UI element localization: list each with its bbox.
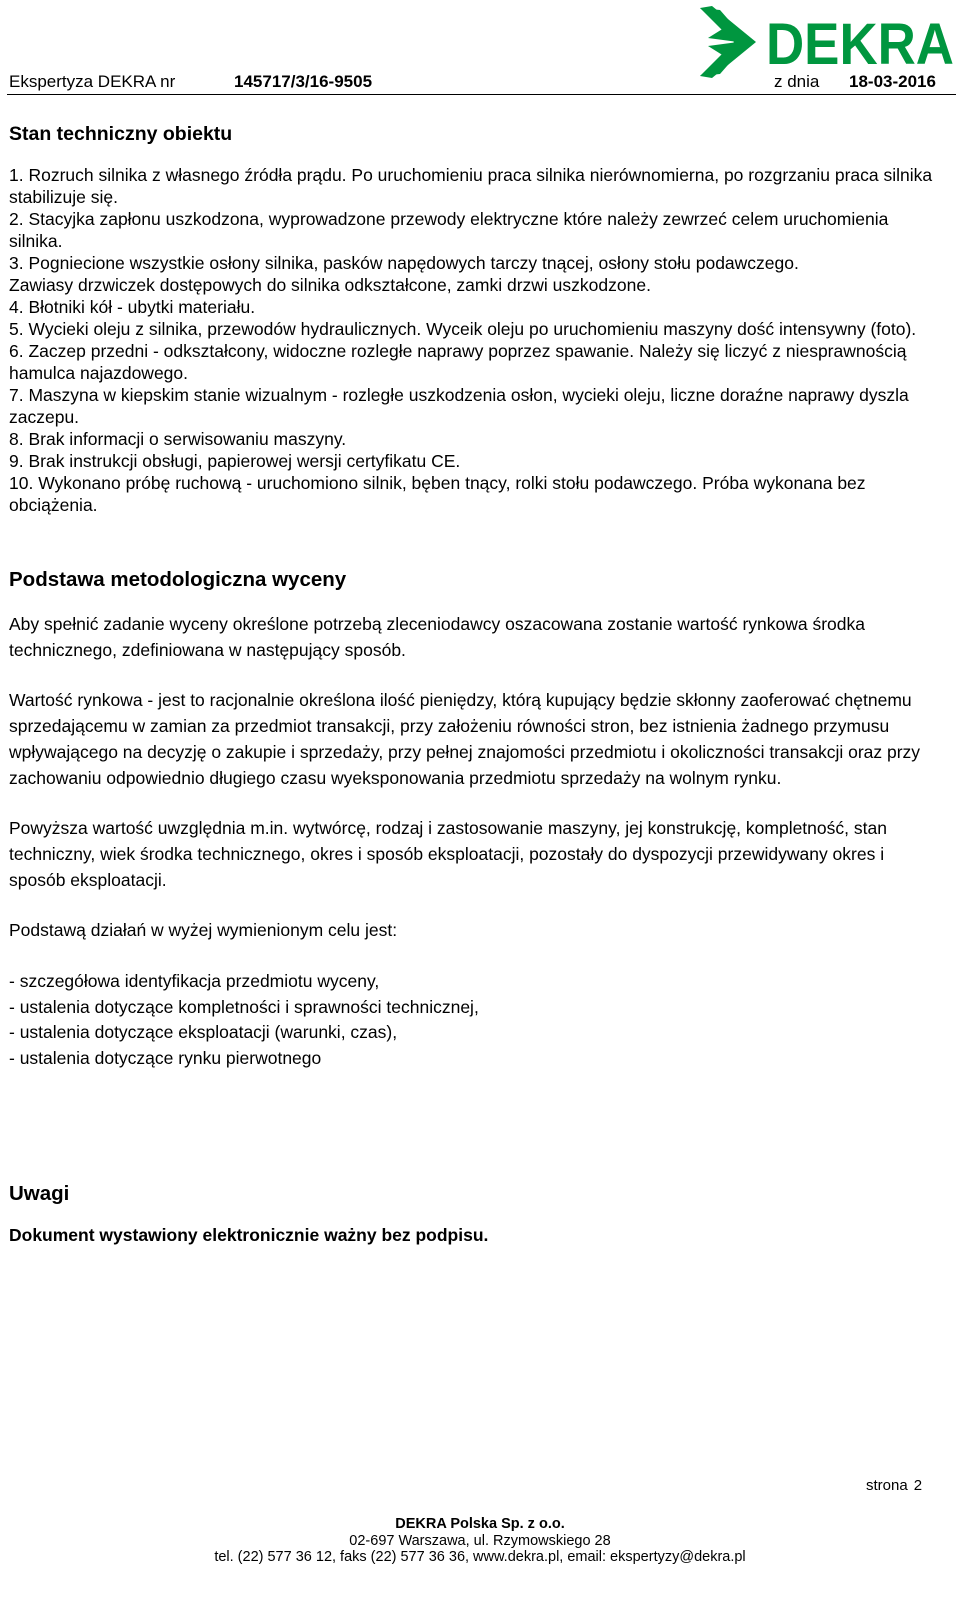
technical-condition-title: Stan techniczny obiektu bbox=[9, 123, 233, 145]
page-number-value: 2 bbox=[913, 1477, 923, 1494]
market-value-definition: Wartość rynkowa - jest to racjonalnie określona ilość pieniędzy, którą kupujący będzie skłonny zaoferować chętnemu sprzedającemu w zamian za przedmiot transakcji, przy założeniu równości stron, bez istnienia żadnego przymusu wpływającego na decyzję o zakupie i sprzedaży, przy pełnej znajomości przedmiotu i okoliczności transakcji oraz przy zachowaniu odpowiednio długiego czasu wyeksponowania przedmiotu sprzedaży na wolnym rynku. bbox=[9, 690, 921, 788]
company-name: DEKRA Polska Sp. z o.o. bbox=[395, 1516, 565, 1532]
list-item: 7. Maszyna w kiepskim stanie wizualnym - rozległe uszkodzenia osłon, wycieki oleju, liczne doraźne naprawy dyszla zaczepu. bbox=[9, 385, 909, 427]
dekra-logo-text: DEKRA bbox=[766, 12, 954, 77]
methodology-title: Podstawa metodologiczna wyceny bbox=[9, 568, 347, 591]
list-item: 6. Zaczep przedni - odkształcony, widoczne rozległe naprawy poprzez spawanie. Należy się liczyć z niesprawnością hamulca najazdowego. bbox=[9, 341, 907, 383]
remarks-title: Uwagi bbox=[9, 1181, 70, 1205]
list-item: 4. Błotniki kół - ubytki materiału. bbox=[9, 297, 256, 317]
document-header bbox=[7, 72, 956, 94]
methodology-paragraph: Podstawą działań w wyżej wymienionym celu jest: bbox=[9, 920, 398, 941]
dekra-logo bbox=[698, 6, 956, 78]
list-item: Zawiasy drzwiczek dostępowych do silnika odkształcone, zamki drzwi uszkodzone. bbox=[9, 275, 651, 295]
company-footer bbox=[0, 1516, 960, 1566]
methodology-paragraph: Aby spełnić zadanie wyceny określone potrzebą zleceniodawcy oszacowana zostanie wartość rynkowa środka technicznego, zdefiniowana w następujący sposób. bbox=[9, 614, 866, 660]
list-item: 10. Wykonano próbę ruchową - uruchomiono silnik, bęben tnący, rolki stołu podawczego. Próba wykonana bez obciążenia. bbox=[9, 473, 866, 515]
list-item: 2. Stacyjka zapłonu uszkodzona, wyprowadzone przewody elektryczne które należy zewrzeć celem uruchomienia silnika. bbox=[9, 209, 889, 251]
methodology-paragraph: Powyższa wartość uwzględnia m.in. wytwórcę, rodzaj i zastosowanie maszyny, jej konstrukcję, kompletność, stan techniczny, wiek środka technicznego, okres i sposób eksploatacji, pozostały do dyspozycji przewidywany okres i sposób eksploatacji. bbox=[9, 818, 887, 890]
list-item: - ustalenia dotyczące kompletności i sprawności technicznej, bbox=[9, 996, 479, 1017]
expertise-number: 145717/3/16-9505 bbox=[234, 72, 373, 91]
header-divider bbox=[7, 94, 956, 95]
list-item: 9. Brak instrukcji obsługi, papierowej wersji certyfikatu CE. bbox=[9, 451, 461, 471]
company-contact: tel. (22) 577 36 12, faks (22) 577 36 36, www.dekra.pl, email: ekspertyzy@dekra.pl bbox=[214, 1549, 746, 1565]
list-item: - szczegółowa identyfikacja przedmiotu wyceny, bbox=[9, 971, 380, 992]
list-item: 1. Rozruch silnika z własnego źródła prądu. Po uruchomieniu praca silnika nierównomierna, po rozgrzaniu praca silnika stabilizuje się. bbox=[9, 165, 933, 207]
list-item: - ustalenia dotyczące eksploatacji (warunki, czas), bbox=[9, 1022, 398, 1043]
list-item: 8. Brak informacji o serwisowaniu maszyny. bbox=[9, 429, 347, 449]
page-label: strona bbox=[866, 1477, 908, 1494]
list-item: 5. Wycieki oleju z silnika, przewodów hydraulicznych. Wyceik oleju po uruchomieniu maszyny dość intensywny (foto). bbox=[9, 319, 917, 339]
valuation-basis-list bbox=[9, 969, 944, 1072]
expertise-label: Ekspertyza DEKRA nr bbox=[9, 72, 176, 91]
document-body bbox=[9, 121, 944, 1263]
date-label: z dnia bbox=[774, 72, 820, 91]
list-item: 3. Pogniecione wszystkie osłony silnika, pasków napędowych tarczy tnącej, osłony stołu podawczego. bbox=[9, 253, 799, 273]
list-item: - ustalenia dotyczące rynku pierwotnego bbox=[9, 1048, 322, 1069]
date-value: 18-03-2016 bbox=[849, 72, 936, 91]
technical-condition-list bbox=[9, 164, 944, 516]
electronic-document-notice: Dokument wystawiony elektronicznie ważny bez podpisu. bbox=[9, 1224, 489, 1245]
company-address: 02-697 Warszawa, ul. Rzymowskiego 28 bbox=[349, 1532, 611, 1549]
page-number bbox=[866, 1477, 922, 1494]
